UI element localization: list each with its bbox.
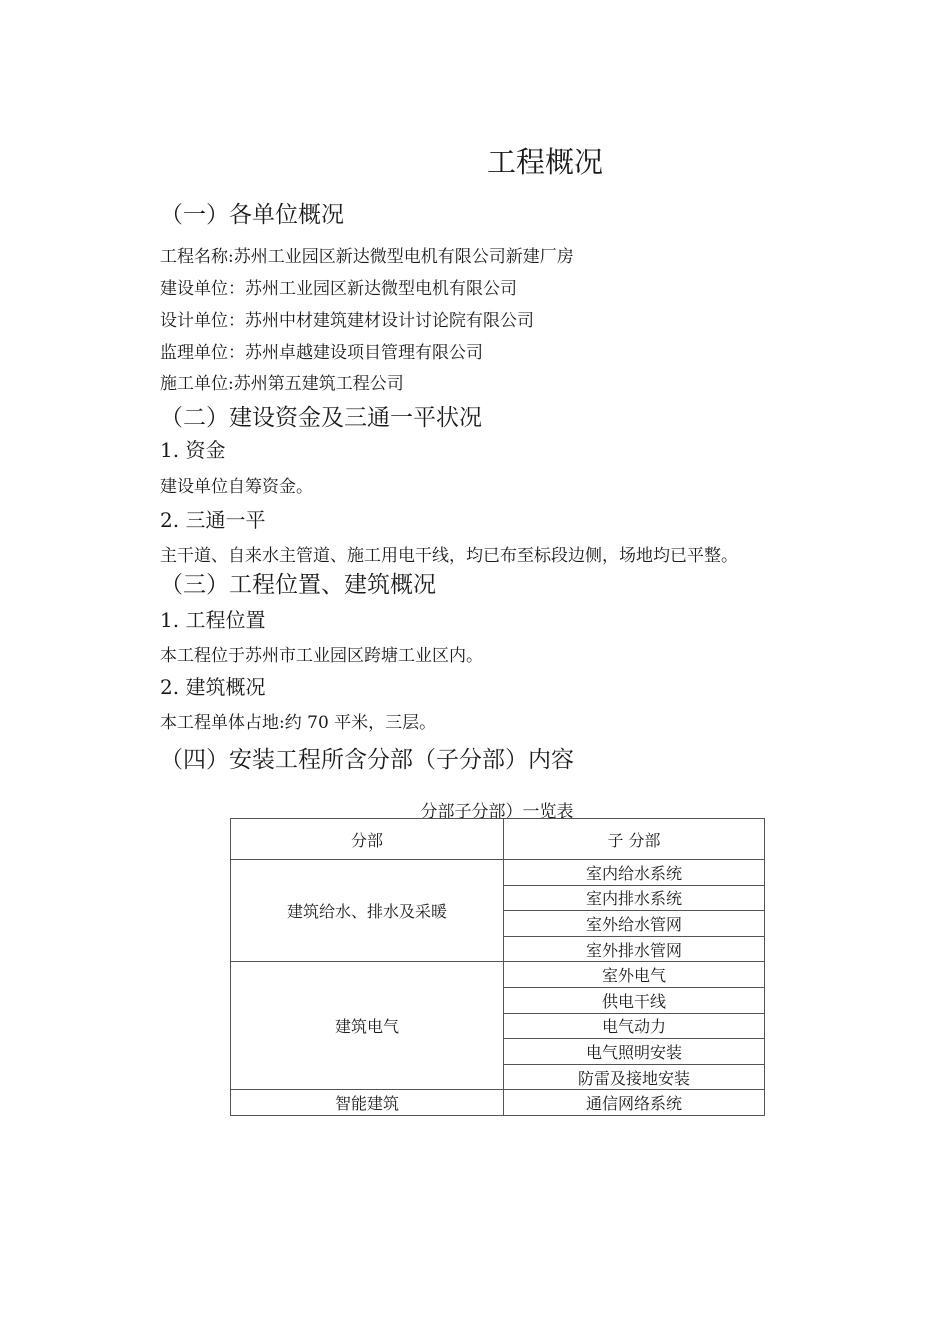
subdivision-cell: 通信网络系统	[504, 1090, 765, 1116]
subheading-funds: 1. 资金	[160, 438, 226, 462]
subheading-site-prep: 2. 三通一平	[160, 508, 266, 532]
subheading-building: 2. 建筑概况	[160, 675, 266, 699]
table-row	[231, 1090, 765, 1116]
table-caption: 分部子分部）一览表	[420, 802, 574, 822]
subdivision-cell: 室外给水管网	[504, 911, 765, 937]
subdivision-table	[230, 818, 765, 1116]
design-unit-line: 设计单位：苏州中材建筑建材设计讨论院有限公司	[160, 311, 534, 331]
subdivision-cell: 室外电气	[504, 962, 765, 988]
subdivision-cell: 供电干线	[504, 987, 765, 1013]
subheading-location: 1. 工程位置	[160, 608, 266, 632]
subdivision-cell: 电气照明安装	[504, 1039, 765, 1065]
supervision-unit-line: 监理单位：苏州卓越建设项目管理有限公司	[160, 343, 483, 363]
owner-unit-line: 建设单位：苏州工业园区新达微型电机有限公司	[160, 279, 517, 299]
subdivision-cell: 室内排水系统	[504, 885, 765, 911]
section-heading-location: （三）工程位置、建筑概况	[160, 572, 436, 598]
header-subdivision: 子 分部	[504, 819, 765, 860]
table-row	[231, 962, 765, 988]
subdivision-cell: 室内给水系统	[504, 860, 765, 886]
table-header-row	[231, 819, 765, 860]
site-prep-text: 主干道、自来水主管道、施工用电干线，均已布至标段边侧，场地均已平整。	[160, 546, 738, 566]
division-cell: 智能建筑	[231, 1090, 504, 1116]
section-heading-units: （一）各单位概况	[160, 202, 344, 228]
funds-text: 建设单位自筹资金。	[160, 477, 313, 497]
subdivision-cell: 电气动力	[504, 1013, 765, 1039]
division-cell: 建筑给水、排水及采暖	[231, 860, 504, 962]
project-name-line: 工程名称:苏州工业园区新达微型电机有限公司新建厂房	[160, 247, 574, 267]
section-heading-funding: （二）建设资金及三通一平状况	[160, 405, 482, 431]
page-title: 工程概况	[486, 145, 603, 179]
location-text: 本工程位于苏州市工业园区跨塘工业区内。	[160, 646, 483, 666]
subdivision-cell: 室外排水管网	[504, 936, 765, 962]
construction-unit-line: 施工单位:苏州第五建筑工程公司	[160, 374, 404, 394]
table-row	[231, 860, 765, 886]
building-text: 本工程单体占地:约 70 平米，三层。	[160, 713, 437, 733]
header-division: 分部	[231, 819, 504, 860]
division-cell: 建筑电气	[231, 962, 504, 1090]
section-heading-installation: （四）安装工程所含分部（子分部）内容	[160, 747, 574, 773]
subdivision-cell: 防雷及接地安装	[504, 1064, 765, 1090]
